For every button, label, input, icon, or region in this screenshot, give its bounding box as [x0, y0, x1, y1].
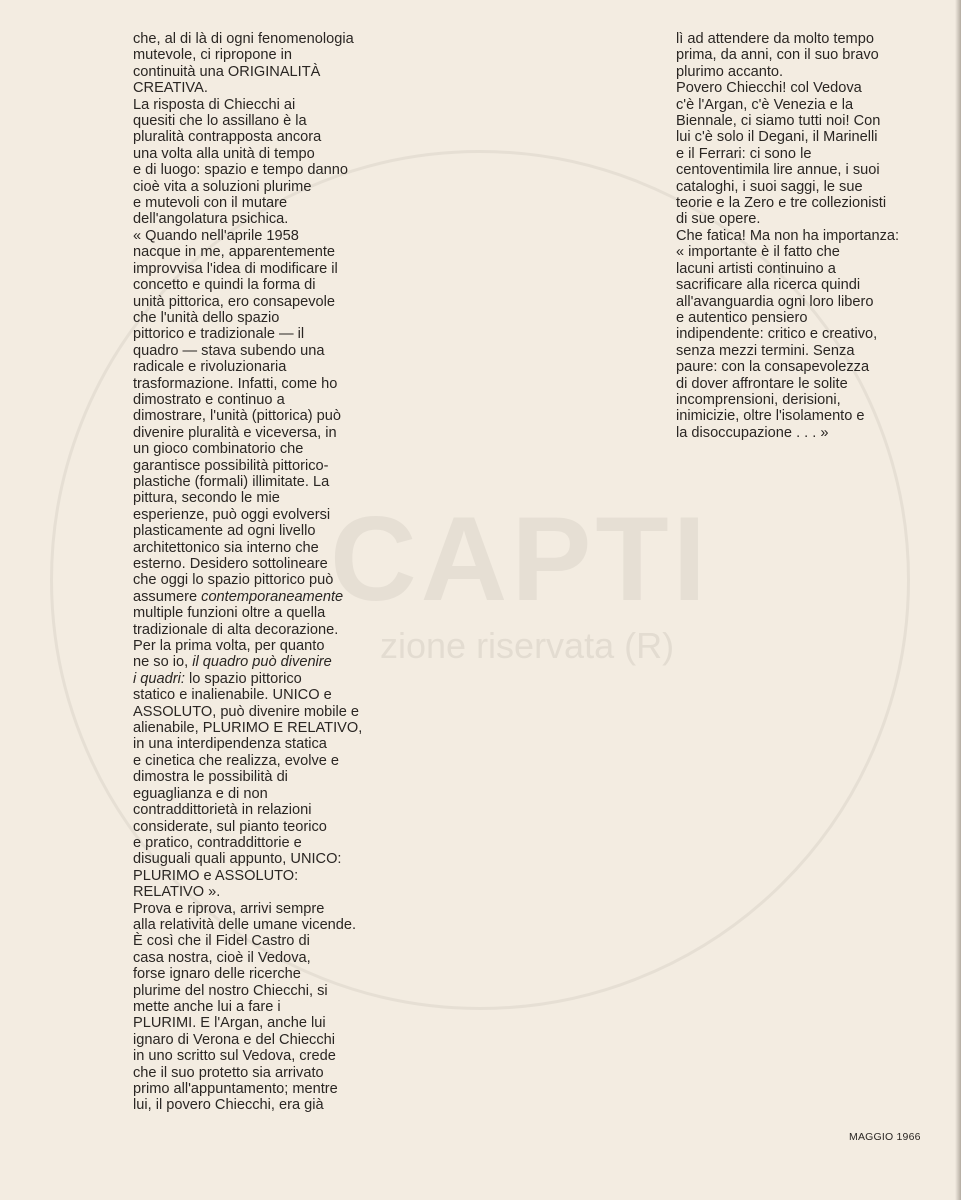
line-text: radicale e rivoluzionaria [133, 359, 287, 376]
text-line [676, 64, 938, 80]
text-line [133, 1032, 393, 1048]
line-text: c'è l'Argan, c'è Venezia e la [676, 96, 854, 113]
line-text: lui c'è solo il Degani, il Marinelli [676, 129, 878, 146]
line-text: RELATIVO ». [133, 884, 221, 901]
text-line [133, 343, 393, 359]
line-text: Biennale, ci siamo tutti noi! Con [676, 113, 881, 130]
line-text: lì ad attendere da molto tempo [676, 31, 874, 47]
line-text: pittorico e tradizionale — il [133, 326, 305, 343]
line-text: plastiche (formali) illimitate. La [133, 473, 330, 490]
text-line [133, 687, 393, 703]
text-line [133, 310, 393, 326]
line-text: pittura, secondo le mie [133, 490, 280, 507]
text-line [133, 720, 393, 736]
text-line [133, 195, 393, 211]
text-line [133, 507, 393, 523]
line-text: cioè vita a soluzioni plurime [133, 178, 312, 195]
line-text: lo spazio pittorico [188, 670, 302, 687]
text-line [133, 97, 393, 113]
text-line [133, 359, 393, 375]
text-line [676, 294, 938, 310]
text-line [133, 441, 393, 457]
text-line [676, 47, 938, 63]
line-italic-text: i quadri: [133, 670, 185, 687]
text-line [133, 950, 393, 966]
text-line [133, 572, 393, 588]
text-line [133, 392, 393, 408]
text-line [133, 819, 393, 835]
text-line [133, 179, 393, 195]
line-text: primo all'appuntamento; mentre [133, 1081, 338, 1097]
line-text: che, al di là di ogni fenomenologia [133, 31, 354, 47]
text-line [676, 80, 938, 96]
line-text: pluralità contrapposta ancora [133, 129, 322, 146]
text-line [133, 162, 393, 178]
line-text: forse ignaro delle ricerche [133, 966, 301, 983]
line-text: eguaglianza e di non [133, 785, 268, 802]
text-line [676, 31, 938, 47]
line-text: mette anche lui a fare i [133, 998, 281, 1015]
text-line [133, 458, 393, 474]
text-line [133, 294, 393, 310]
line-text: e di luogo: spazio e tempo danno [133, 162, 349, 179]
line-text: in una interdipendenza statica [133, 736, 327, 753]
line-text: alienabile, PLURIMO E RELATIVO, [133, 720, 363, 737]
text-line [133, 146, 393, 162]
line-text: inimicizie, oltre l'isolamento e [676, 408, 865, 425]
line-text: dimostrato e continuo a [133, 391, 285, 408]
line-text: CREATIVA. [133, 80, 208, 97]
text-line [133, 261, 393, 277]
line-text: senza mezzi termini. Senza [676, 342, 855, 359]
line-text: contraddittorietà in relazioni [133, 802, 312, 819]
text-line [133, 244, 393, 260]
text-line [133, 654, 393, 670]
text-line [676, 211, 938, 227]
line-text: paure: con la consapevolezza [676, 359, 870, 376]
line-text: e mutevoli con il mutare [133, 195, 288, 212]
right-text-column [676, 31, 938, 441]
text-line [676, 343, 938, 359]
line-text: È così che il Fidel Castro di [133, 933, 310, 950]
line-text: e autentico pensiero [676, 309, 808, 326]
line-text: dimostrare, l'unità (pittorica) può [133, 408, 341, 425]
left-text-column [133, 31, 393, 1114]
line-text: plurimo accanto. [676, 63, 784, 80]
text-line [676, 408, 938, 424]
line-text: una volta alla unità di tempo [133, 145, 315, 162]
text-line [133, 228, 393, 244]
text-line [133, 1048, 393, 1064]
text-line [133, 80, 393, 96]
text-line [676, 261, 938, 277]
line-text: nacque in me, apparentemente [133, 244, 336, 261]
text-line [133, 64, 393, 80]
line-text: mutevole, ci ripropone in [133, 47, 292, 64]
text-line [133, 704, 393, 720]
text-line [133, 983, 393, 999]
line-text: Prova e riprova, arrivi sempre [133, 900, 325, 917]
line-text: che il suo protetto sia arrivato [133, 1064, 324, 1081]
line-text: assumere [133, 588, 198, 605]
line-text: incomprensioni, derisioni, [676, 391, 841, 408]
line-text: di dover affrontare le solite [676, 375, 848, 392]
line-italic-text: contemporaneamente [201, 588, 344, 605]
text-line [676, 310, 938, 326]
line-text: cataloghi, i suoi saggi, le sue [676, 178, 863, 195]
line-text: e il Ferrari: ci sono le [676, 145, 812, 162]
line-text: considerate, sul pianto teorico [133, 818, 327, 835]
line-text: in uno scritto sul Vedova, crede [133, 1048, 336, 1065]
text-line [133, 622, 393, 638]
line-text: unità pittorica, ero consapevole [133, 293, 336, 310]
line-text: che oggi lo spazio pittorico può [133, 572, 334, 589]
line-text: centoventimila lire annue, i suoi [676, 162, 880, 179]
text-line [133, 129, 393, 145]
text-line [133, 425, 393, 441]
page-edge-shadow [955, 0, 961, 1200]
text-line [676, 326, 938, 342]
text-line [133, 901, 393, 917]
text-line [676, 97, 938, 113]
text-line [133, 736, 393, 752]
line-text: un gioco combinatorio che [133, 441, 304, 458]
line-text: che l'unità dello spazio [133, 309, 280, 326]
line-text: « importante è il fatto che [676, 244, 840, 261]
text-line [676, 162, 938, 178]
text-line [676, 359, 938, 375]
line-text: esterno. Desidero sottolineare [133, 556, 328, 572]
line-text: disuguali quali appunto, UNICO: [133, 851, 342, 868]
line-text: ne so io, [133, 654, 189, 671]
line-text: tradizionale di alta decorazione. [133, 621, 339, 638]
text-line [676, 392, 938, 408]
text-line [133, 47, 393, 63]
text-line [133, 769, 393, 785]
text-line [133, 1081, 393, 1097]
line-text: di sue opere. [676, 211, 761, 228]
text-line [133, 605, 393, 621]
line-text: esperienze, può oggi evolversi [133, 506, 331, 523]
line-text: dell'angolatura psichica. [133, 211, 289, 228]
text-line [676, 277, 938, 293]
line-text: improvvisa l'idea di modificare il [133, 260, 338, 277]
line-text: quesiti che lo assillano è la [133, 113, 307, 130]
line-text: sacrificare alla ricerca quindi [676, 277, 861, 294]
text-line [133, 31, 393, 47]
line-text: dimostra le possibilità di [133, 769, 288, 786]
text-line [133, 1065, 393, 1081]
watermark-logo: CAPTI [330, 492, 710, 626]
line-text: Per la prima volta, per quanto [133, 638, 325, 655]
text-line [676, 425, 938, 441]
text-line [133, 490, 393, 506]
line-text: La risposta di Chiecchi ai [133, 96, 296, 113]
line-text: continuità una ORIGINALITÀ [133, 63, 321, 80]
line-text: garantisce possibilità pittorico- [133, 457, 329, 474]
text-line [676, 228, 938, 244]
text-line [133, 408, 393, 424]
text-line [133, 540, 393, 556]
line-text: « Quando nell'aprile 1958 [133, 227, 299, 244]
line-text: teorie e la Zero e tre collezionisti [676, 195, 887, 212]
text-line [133, 376, 393, 392]
line-text: concetto e quindi la forma di [133, 277, 316, 294]
text-line [676, 146, 938, 162]
line-text: quadro — stava subendo una [133, 342, 325, 359]
text-line [133, 884, 393, 900]
text-line [133, 753, 393, 769]
text-line [676, 129, 938, 145]
text-line [133, 671, 393, 687]
text-line [133, 326, 393, 342]
line-text: indipendente: critico e creativo, [676, 326, 878, 343]
text-line [133, 589, 393, 605]
text-line [133, 786, 393, 802]
line-text: Povero Chiecchi! col Vedova [676, 80, 862, 97]
watermark-subtitle: zione riservata (R) [380, 625, 675, 666]
text-line [676, 244, 938, 260]
text-line [133, 933, 393, 949]
line-text: all'avanguardia ogni loro libero [676, 293, 874, 310]
line-text: prima, da anni, con il suo bravo [676, 47, 879, 64]
line-text: divenire pluralità e viceversa, in [133, 424, 337, 441]
line-text: lui, il povero Chiecchi, era già [133, 1097, 324, 1114]
text-line [133, 556, 393, 572]
text-line [133, 211, 393, 227]
text-line [133, 1015, 393, 1031]
line-text: plurime del nostro Chiecchi, si [133, 982, 328, 999]
text-line [133, 277, 393, 293]
text-line [133, 523, 393, 539]
text-line [676, 113, 938, 129]
text-line [676, 195, 938, 211]
line-text: statico e inalienabile. UNICO e [133, 687, 332, 704]
line-text: PLURIMI. E l'Argan, anche lui [133, 1015, 326, 1032]
line-text: ignaro di Verona e del Chiecchi [133, 1031, 336, 1048]
text-line [133, 851, 393, 867]
line-italic-text: il quadro può divenire [192, 654, 332, 671]
text-line [133, 966, 393, 982]
line-text: ASSOLUTO, può divenire mobile e [133, 703, 360, 720]
text-line [133, 802, 393, 818]
line-text: multiple funzioni oltre a quella [133, 605, 326, 622]
text-line [133, 474, 393, 490]
text-line [133, 999, 393, 1015]
text-line [133, 835, 393, 851]
text-line [133, 1097, 393, 1113]
line-text: architettonico sia interno che [133, 539, 319, 556]
text-line [676, 376, 938, 392]
line-text: casa nostra, cioè il Vedova, [133, 949, 311, 966]
line-text: alla relatività delle umane vicende. [133, 916, 357, 933]
issue-date: MAGGIO 1966 [849, 1131, 921, 1143]
text-line [133, 917, 393, 933]
line-text: la disoccupazione . . . » [676, 424, 829, 441]
line-text: e cinetica che realizza, evolve e [133, 752, 340, 769]
line-text: trasformazione. Infatti, come ho [133, 375, 338, 392]
text-line [676, 179, 938, 195]
line-text: Che fatica! Ma non ha importanza: [676, 227, 900, 244]
line-text: plasticamente ad ogni livello [133, 523, 316, 540]
line-text: e pratico, contraddittorie e [133, 834, 302, 851]
line-text: PLURIMO e ASSOLUTO: [133, 867, 299, 884]
line-text: lacuni artisti continuino a [676, 260, 836, 277]
text-line [133, 868, 393, 884]
text-line [133, 638, 393, 654]
text-line [133, 113, 393, 129]
